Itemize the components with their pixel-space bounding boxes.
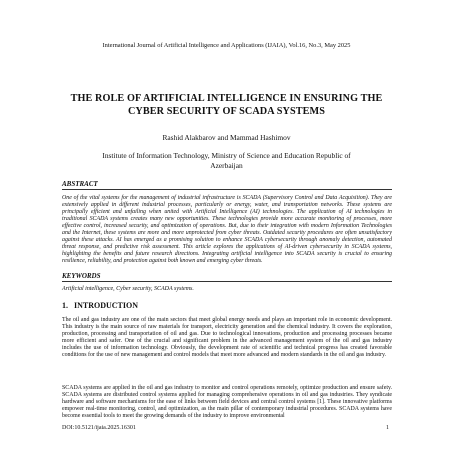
section-title: INTRODUCTION: [74, 301, 139, 310]
body-paragraph: The oil and gas industry are one of the main sectors that meet global energy needs and plays an important role in economic development. This industry is the main source of raw materials for transport, electricity generation and the chemical industry. It covers the exploration, production, processing and transportation of oil and gas. Due to technological innovations, production and processing processes became more efficient and safer. One of the crucial and significant problem in the advanced management system of the oil and gas industry includes the use of information technology. Obviously, the development rate of scientific and technical progress has created favorable conditions for the use of new management and control models that meet more advanced and modern standards in the oil and gas industry.: [62, 317, 392, 359]
paper-authors: Rashid Alakbarov and Mammad Hashimov: [162, 133, 291, 142]
page-number: 1: [386, 425, 389, 431]
keywords-heading: KEYWORDS: [62, 272, 101, 280]
keywords-text: Artificial intelligence, Cyber security, SCADA systems.: [62, 286, 194, 292]
abstract-text: One of the vital systems for the management of industrial infrastructure is SCADA (Supervisory Control and Data Acquisition). They are extensively applied in different industrial processes, particularly or energy, water, and transportation networks. These systems are principally efficient and unfailing when united with Artificial Intelligence (AI) technologies. The application of AI technologies in traditional SCADA systems creates many new opportunities. These technologies provide more accurate monitoring of processes, more effective control, increased security, and optimization of operations. But, due to their integration with modern Information Technologies and the Internet, these systems are more and more unprotected from cyber threats. Outdated security procedures are often unsatisfactory against these attacks. AI has emerged as a promising solution to enhance SCADA cybersecurity through anomaly detection, automated threat response, and predictive risk assessment. This article explores the applications of AI-driven cybersecurity in SCADA systems, highlighting the benefits and future research directions. Integrating artificial intelligence into SCADA security is crucial to ensuring resilience, reliability, and protection against both known and emerging cyber threats.: [62, 195, 392, 265]
section-number: 1.: [62, 301, 68, 310]
keywords-divider: [62, 281, 392, 282]
paper-title: THE ROLE OF ARTIFICIAL INTELLIGENCE IN ENSURING THE CYBER SECURITY OF SCADA SYSTEMS: [70, 93, 383, 117]
section-heading-introduction: [62, 301, 138, 310]
body-paragraph: SCADA systems are applied in the oil and gas industry to monitor and control operations remotely, optimize production and ensure safety. SCADA systems are distributed control systems applied for managing comprehensive operations in oil and gas industries. They syndicate hardware and software mechanisms for the ease of links between field devices and central control systems [1]. These innovative platforms empower real-time monitoring, control, and optimization, as the main pillar of contemporary industrial procedures. SCADA systems have become essential tools to meet the growing demands of the industry to improve environmental: [62, 385, 392, 420]
abstract-divider: [62, 189, 392, 190]
author-affiliation: Institute of Information Technology, Ministry of Science and Education Republic of Azerbaijan: [102, 151, 351, 170]
footer-doi: DOI:10.5121/ijaia.2025.16301: [62, 425, 136, 431]
abstract-heading: ABSTRACT: [62, 180, 98, 188]
journal-header: International Journal of Artificial Intelligence and Applications (IJAIA), Vol.16, No.3, May 2025: [102, 42, 351, 49]
